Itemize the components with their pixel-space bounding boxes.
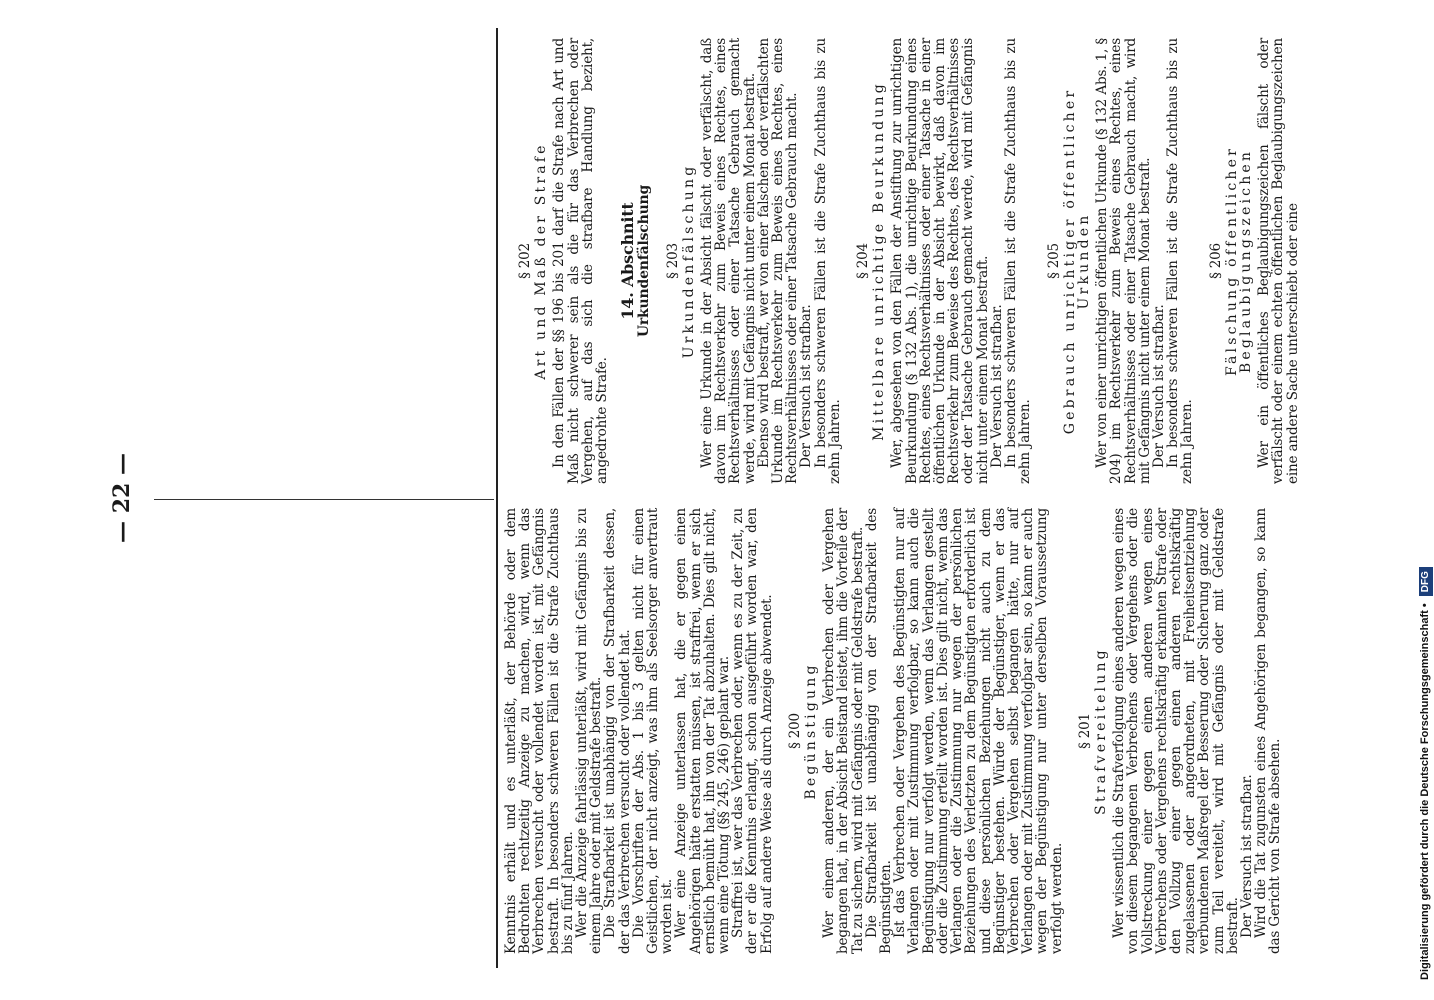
text-column-right xyxy=(504,38,1300,484)
rotated-page xyxy=(102,28,1372,968)
paragraph: In den Fällen der §§ 196 bis 201 darf die Strafe nach Art und Maß nicht schwerer sein als die für das Verbrechen oder Vergehen, auf das sich die strafbare Handlung bezieht, angedrohte Strafe. xyxy=(551,38,611,484)
paragraph: Ist das Verbrechen oder Vergehen des Begünstigten nur auf Verlangen oder mit Zustimmung verfolgbar, so kann auch die Begünstigung nur verfolgt werden, wenn das Verlangen gestellt oder die Zustimmung erteilt worden ist. Dies gilt nicht, wenn das Verlangen oder die Zustimmung nur wegen der persönlichen Beziehungen des Verletzten zu dem Begünstigten erforderlich ist und diese persönlichen Beziehungen nicht auch zu dem Begünstiger bestehen. Würde der Begünstiger, wenn er das Verbrechen oder Vergehen selbst begangen hätte, nur auf Verlangen oder mit Zustimmung verfolgbar sein, so kann er auch wegen der Begünstigung nur unter derselben Voraussetzung verfolgt werden. xyxy=(892,508,1065,954)
section-number: § 203 xyxy=(664,243,681,279)
header-rule xyxy=(496,28,498,968)
section-title: Gebrauch unrichtiger öffentlicher Urkunden xyxy=(1061,87,1092,435)
paragraph: Die Vorschriften der Abs. 1 bis 3 gelten nicht für einen Geistlichen, der nicht anzeigt, was ihm als Seelsorger anvertraut worden ist. xyxy=(630,508,676,954)
paragraph: Wer ein öffentliches Beglaubigungszeichen fälscht oder verfälscht oder einem echten öffentlichen Beglaubigungszeichen eine andere Sache unterschiebt oder eine xyxy=(1256,38,1301,484)
paragraph: In besonders schweren Fällen ist die Strafe Zuchthaus bis zu zehn Jahren. xyxy=(812,38,843,484)
digitization-credit xyxy=(1416,0,1434,980)
paragraph: Wird die Tat zugunsten eines Angehörigen begangen, so kann das Gericht von Strafe absehen. xyxy=(1253,508,1284,954)
section-number: § 200 xyxy=(786,713,803,749)
section-number: § 202 xyxy=(517,243,533,279)
section-title: Urkundenfälschung xyxy=(680,163,697,359)
paragraph: In besonders schweren Fällen ist die Strafe Zuchthaus bis zu zehn Jahren. xyxy=(1165,38,1196,484)
chapter-number: 14. Abschnitt xyxy=(618,202,638,320)
credit-text: Digitalisierung gefördert durch die Deutsche Forschungsgemeinschaft • xyxy=(1419,603,1431,980)
paragraph: Kenntnis erhält und es unterläßt, der Behörde oder dem Bedrohten rechtzeitig Anzeige zu machen, wird, wenn das Verbrechen versucht oder vollendet worden ist, mit Gefängnis bestraft. In besonders schweren Fällen ist die Strafe Zuchthaus bis zu fünf Jahren. xyxy=(503,508,576,954)
paragraph: Wer eine Anzeige unterlassen hat, die er gegen einen Angehörigen hätte erstatten müssen, ist straffrei, wenn er sich ernstlich bemüht hat, ihn von der Tat abzuhalten. Dies gilt nicht, wenn eine Tötung (§§ 245, 246) geplant war. xyxy=(673,508,733,954)
paragraph: Wer von einer unrichtigen öffentlichen Urkunde (§ 132 Abs. 1, § 204) im Rechtsverkehr zum Beweis eines Rechtes, eines Rechtsverhältnisses oder einer Tatsache Gebrauch macht, wird mit Gefängnis nicht unter einem Monat bestraft. xyxy=(1094,38,1153,484)
section-number: § 205 xyxy=(1045,243,1062,279)
paragraph: Wer, abgesehen von den Fällen der Anstiftung zur unrichtigen Beurkundung (§ 132 Abs. 1), die unrichtige Beurkundung eines Rechtes, eines Rechtsverhältnisses oder einer Tatsache in einer öffentlichen Urkunde in der Absicht bewirkt, daß davon im Rechtsverkehr zum Beweise des Rechtes, des Rechtsverhältnisses oder der Tatsache Gebrauch gemacht werde, wird mit Gefängnis nicht unter einem Monat bestraft. xyxy=(889,38,991,484)
dfg-logo: DFG xyxy=(1419,567,1433,596)
paragraph: Wer wissentlich die Strafverfolgung eines anderen wegen eines von diesem begangenen Verbrechens oder Vergehens oder die Vollstreckung einer gegen einen anderen wegen eines Verbrechens oder Vergehens rechtskräftig erkannten Strafe oder den Vollzug einer gegen einen anderen rechtskräftig zugelassenen oder angeordneten, mit Freiheitsentziehung verbundenen Maßregel der Besserung oder Sicherung ganz oder zum Teil vereitelt, wird mit Gefängnis oder mit Geldstrafe bestraft. xyxy=(1111,508,1241,954)
column-divider xyxy=(154,499,494,500)
section-title: Fälschung öffentlicher Beglaubigungszeichen xyxy=(1223,146,1254,376)
paragraph: Der Versuch ist strafbar. xyxy=(798,304,815,468)
paragraph: Wer die Anzeige fahrlässig unterläßt, wird mit Gefängnis bis zu einem Jahre oder mit Geldstrafe bestraft. xyxy=(574,508,605,954)
chapter-title: Urkundenfälschung xyxy=(636,184,653,338)
paragraph: Ebenso wird bestraft, wer von einer falschen oder verfälschten Urkunde im Rechtsverkehr zum Beweis eines Rechtes, eines Rechtsverhältnisses oder einer Tatsache Gebrauch macht. xyxy=(755,38,801,484)
paragraph: Der Versuch ist strafbar. xyxy=(988,304,1005,468)
paragraph: Der Versuch ist strafbar. xyxy=(1238,774,1255,938)
text-column-left xyxy=(504,508,1283,954)
paragraph: Der Versuch ist strafbar. xyxy=(1150,304,1167,468)
paragraph: Wer einem anderen, der ein Verbrechen oder Vergehen begangen hat, in der Absicht Beistand leistet, ihm die Vorteile der Tat zu sichern, wird mit Gefängnis oder mit Geldstrafe bestraft. xyxy=(821,508,866,954)
paragraph: Wer eine Urkunde in der Absicht fälscht oder verfälscht, daß davon im Rechtsverkehr zum Beweis eines Rechtes, eines Rechtsverhältnisses oder einer Tatsache Gebrauch gemacht werde, wird mit Gefängnis nicht unter einem Monat bestraft. xyxy=(699,38,758,484)
section-title: Mittelbare unrichtige Beurkundung xyxy=(871,81,888,441)
section-number: § 206 xyxy=(1207,243,1224,279)
paragraph: Straffrei ist, wer das Verbrechen oder, wenn es zu der Zeit, zu der er die Kenntnis erlangt, schon ausgeführt worden war, den Erfolg auf andere Weise als durch Anzeige abwendet. xyxy=(730,508,775,954)
section-title: Begünstigung xyxy=(803,662,820,800)
paragraph: Die Strafbarkeit ist unabhängig von der Strafbarkeit des Begünstigten. xyxy=(863,508,895,954)
section-title: Strafvereitelung xyxy=(1092,647,1109,815)
section-number: § 201 xyxy=(1076,713,1093,749)
paragraph: In besonders schweren Fällen ist die Strafe Zuchthaus bis zu zehn Jahren. xyxy=(1003,38,1034,484)
section-number: § 204 xyxy=(855,243,872,279)
paragraph: Die Strafbarkeit ist unabhängig von der Strafbarkeit dessen, der das Verbrechen versucht oder vollendet hat. xyxy=(602,508,633,954)
section-title: Art und Maß der Strafe xyxy=(533,142,550,380)
page-number: — 22 — xyxy=(109,453,135,543)
